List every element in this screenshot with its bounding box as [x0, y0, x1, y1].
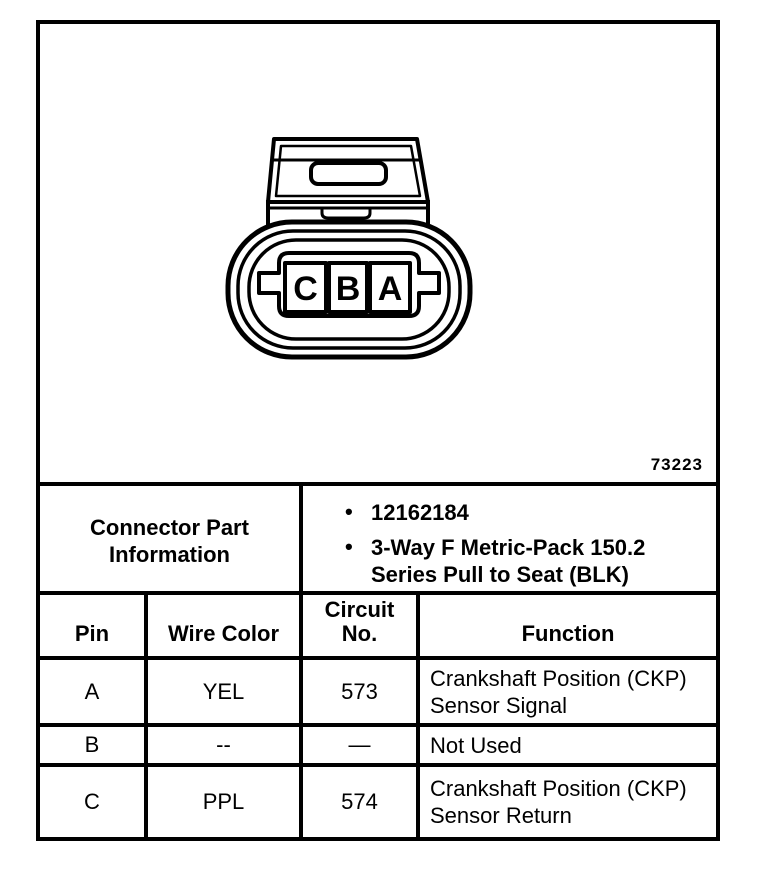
row-a-pin: A: [40, 660, 148, 727]
row-c-pin: C: [40, 767, 148, 837]
figure-number: 73223: [650, 455, 703, 474]
row-a-wire-color: YEL: [148, 660, 303, 727]
row-c-circuit: 574: [303, 767, 420, 837]
row-b-function: Not Used: [420, 727, 716, 767]
header-function: Function: [420, 595, 716, 660]
pin-function-table: [36, 591, 720, 841]
row-b-circuit: —: [303, 727, 420, 767]
connector-part-info-label: Connector Part Information: [40, 486, 303, 596]
header-wire-color: Wire Color: [148, 595, 303, 660]
row-b-wire-color: --: [148, 727, 303, 767]
pin-label-a: A: [377, 270, 403, 308]
bullet-icon: •: [345, 534, 353, 559]
header-circuit-no: Circuit No.: [303, 595, 420, 660]
connector-part-info-row: [36, 482, 720, 595]
connector-lock-tab: [268, 139, 428, 202]
connector-drawing: [40, 24, 716, 482]
pin-label-b: B: [335, 270, 361, 308]
row-a-circuit: 573: [303, 660, 420, 727]
connector-diagram-panel: [36, 20, 720, 486]
row-a-function: Crankshaft Position (CKP) Sensor Signal: [420, 660, 716, 727]
bullet-icon: •: [345, 499, 353, 524]
connector-series-item: [343, 534, 708, 588]
connector-part-info-details: [303, 486, 716, 596]
connector-series: 3-Way F Metric-Pack 150.2 Series Pull to Seat (BLK): [371, 535, 646, 587]
row-c-function: Crankshaft Position (CKP) Sensor Return: [430, 776, 687, 828]
part-number: 12162184: [371, 500, 469, 525]
row-c-wire-color: PPL: [148, 767, 303, 837]
lock-tab-slot: [311, 163, 386, 184]
part-number-item: [343, 499, 708, 526]
row-b-pin: B: [40, 727, 148, 767]
pin-label-c: C: [293, 270, 318, 308]
header-pin: Pin: [40, 595, 148, 660]
